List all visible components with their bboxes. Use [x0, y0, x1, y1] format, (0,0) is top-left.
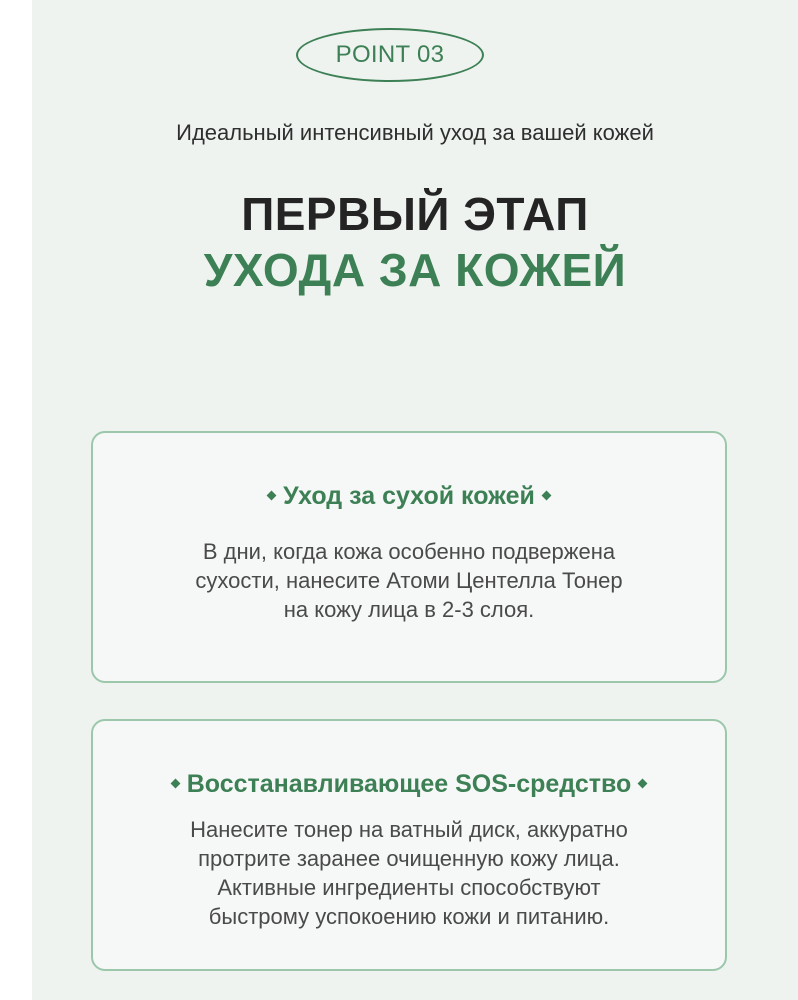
card-sos-remedy	[91, 719, 727, 971]
card-body-line: Активные ингредиенты способствуют	[217, 875, 601, 900]
card-body	[113, 815, 705, 931]
diamond-bullet-icon	[170, 778, 180, 788]
point-badge: POINT 03	[296, 28, 484, 82]
card-heading-row	[93, 767, 725, 801]
card-body-line: Нанесите тонер на ватный диск, аккуратно	[190, 817, 628, 842]
diamond-bullet-icon	[638, 778, 648, 788]
card-body-line: протрите заранее очищенную кожу лица.	[198, 846, 620, 871]
card-body-line: сухости, нанесите Атоми Центелла Тонер	[195, 568, 623, 593]
card-heading: Уход за сухой кожей	[283, 482, 535, 510]
card-body-line: на кожу лица в 2-3 слоя.	[283, 597, 535, 622]
diamond-bullet-icon	[267, 490, 277, 500]
card-heading: Восстанавливающее SOS-средство	[186, 770, 632, 798]
card-body-line: быстрому успокоению кожи и питанию.	[208, 904, 610, 929]
card-body	[113, 537, 705, 624]
title-line-2: УХОДА ЗА КОЖЕЙ	[203, 244, 627, 296]
title-line-1: ПЕРВЫЙ ЭТАП	[241, 188, 589, 240]
card-body-line: В дни, когда кожа особенно подвержена	[202, 539, 616, 564]
subtitle: Идеальный интенсивный уход за вашей кожей	[176, 120, 654, 145]
card-dry-skin-care	[91, 431, 727, 683]
diamond-bullet-icon	[541, 490, 551, 500]
card-heading-row	[93, 479, 725, 513]
